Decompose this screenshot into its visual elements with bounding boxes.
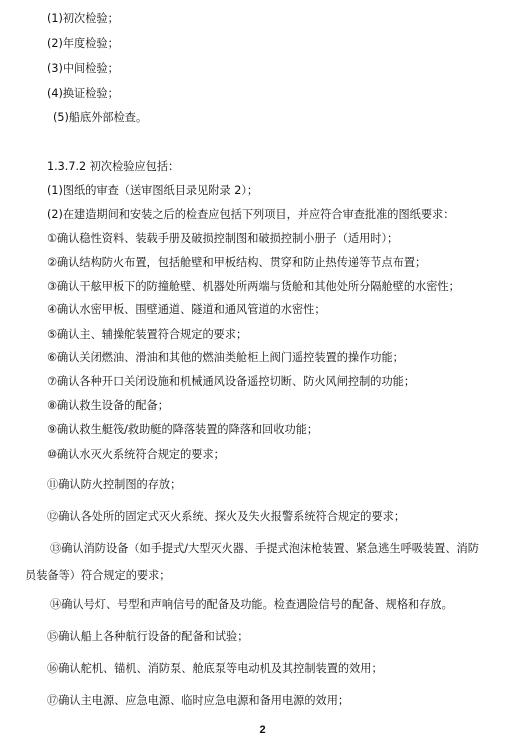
section-heading: 1.3.7.2 初次检验应包括： — [47, 160, 180, 173]
list-item: ⑬确认消防设备（如手提式/大型灭火器、手提式泡沫枪装置、紧急逃生呼吸装置、消防 — [50, 542, 479, 555]
list-item: ⑩确认水灭火系统符合规定的要求； — [47, 448, 225, 461]
inspection-item-3: (3)中间检验； — [47, 62, 119, 75]
inspection-item-2: (2)年度检验； — [47, 37, 119, 50]
list-item: ⑪确认防火控制图的存放； — [47, 478, 182, 491]
list-item: ⑦确认各种开口关闭设施和机械通风设备遥控切断、防火风闸控制的功能； — [47, 375, 416, 388]
list-item: ⑤确认主、辅操舵装置符合规定的要求； — [47, 328, 248, 341]
list-item: ⑧确认救生设备的配备； — [47, 399, 169, 412]
list-item: ⑫确认各处所的固定式灭火系统、探火及失火报警系统符合规定的要求； — [47, 510, 406, 523]
list-item-continuation: 员装备等）符合规定的要求； — [25, 569, 171, 582]
list-item: ①确认稳性资料、装载手册及破损控制图和破损控制小册子（适用时）； — [47, 232, 399, 245]
inspection-item-1: (1)初次检验； — [47, 12, 119, 25]
list-item: ⑰确认主电源、应急电源、临时应急电源和备用电源的效用； — [47, 694, 350, 707]
list-item: (1)图纸的审查（送审图纸目录见附录 2）； — [47, 184, 259, 197]
list-item: ③确认干舷甲板下的防撞舱壁、机器处所两端与货舱和其他处所分隔舱壁的水密性； — [47, 280, 460, 293]
list-item: ⑮确认船上各种航行设备的配备和试验； — [47, 630, 249, 643]
list-item: ⑨确认救生艇筏/救助艇的降落装置的降落和回收功能； — [47, 423, 319, 436]
inspection-item-5: (5)船底外部检查。 — [53, 111, 148, 124]
page-number: 2 — [259, 724, 266, 736]
list-item: ④确认水密甲板、围壁通道、隧道和通风管道的水密性； — [47, 303, 326, 316]
list-item: ⑭确认号灯、号型和声响信号的配备及功能。检查遇险信号的配备、规格和存放。 — [50, 598, 453, 611]
list-item: ⑥确认关闭燃油、滑油和其他的燃油类舱柜上阀门遥控装置的操作功能； — [47, 351, 404, 364]
list-item: (2)在建造期间和安装之后的检查应包括下列项目，并应符合审查批准的图纸要求： — [47, 208, 455, 221]
list-item: ⑯确认舵机、锚机、消防泵、舱底泵等电动机及其控制装置的效用； — [47, 662, 383, 675]
list-item: ②确认结构防火布置，包括舱壁和甲板结构、贯穿和防止热传递等节点布置； — [47, 256, 427, 269]
inspection-item-4: (4)换证检验； — [47, 87, 119, 100]
